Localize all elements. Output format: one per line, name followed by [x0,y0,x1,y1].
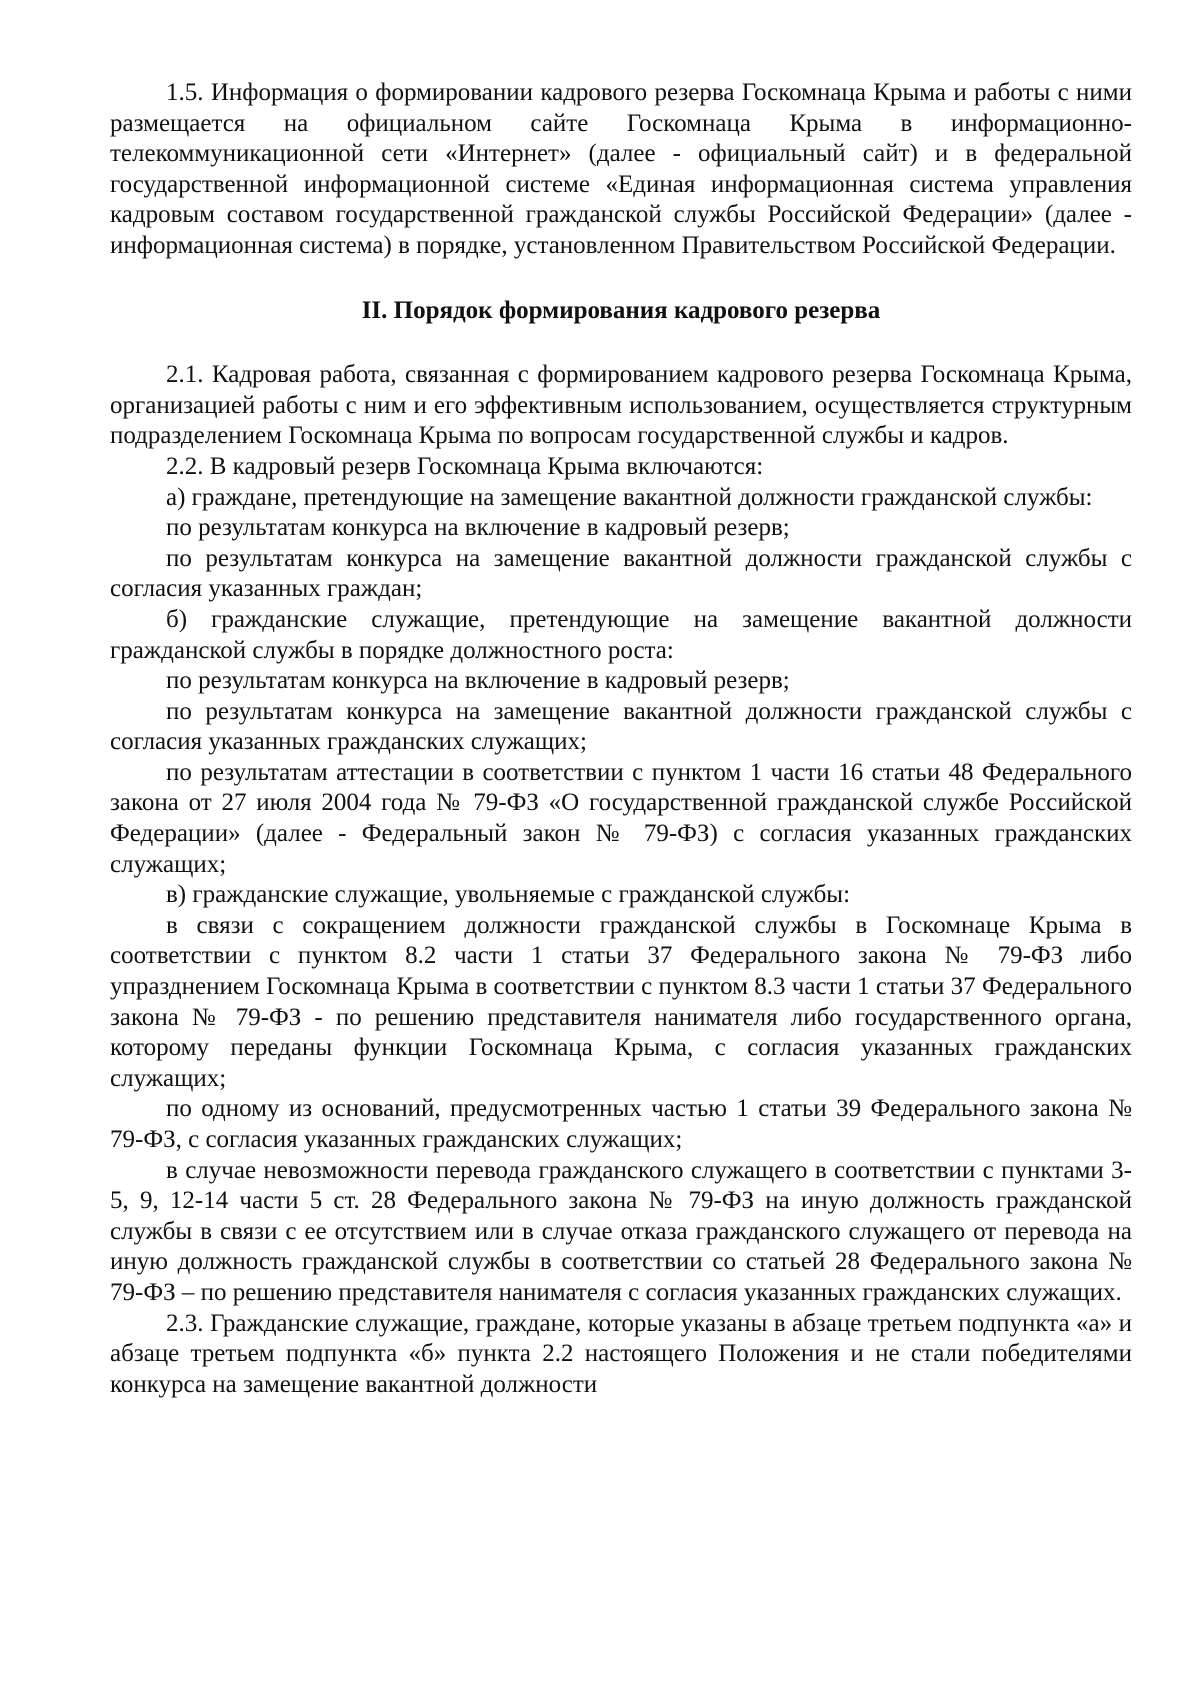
paragraph-2-2: 2.2. В кадровый резерв Госкомнаца Крыма включаются: [166,452,764,480]
paragraph-2-2-b: б) гражданские служащие, претендующие на замещение вакантной должности гражданской службы в порядке должностного роста: [110,605,1132,664]
paragraph-2-2-a-1: по результатам конкурса на включение в кадровый резерв; [166,514,790,542]
paragraph-2-2-a-2: по результатам конкурса на замещение вакантной должности гражданской службы с согласия указанных граждан; [110,544,1132,603]
section-heading: II. Порядок формирования кадрового резерва [361,296,881,324]
paragraph-2-2-v-1: в связи с сокращением должности гражданской службы в Госкомнаце Крыма в соответствии с пунктом 8.2 части 1 статьи 37 Федерального закона № 79-ФЗ либо упразднением Госкомнаца Крыма в соответствии с пунктом 8.3 части 1 статьи 37 Федерального закона № 79-ФЗ - по решению представителя нанимателя либо государственного органа, которому переданы функции Госкомнаца Крыма, с согласия указанных гражданских служащих; [110,911,1132,1092]
paragraph-1-5: 1.5. Информация о формировании кадрового резерва Госкомнаца Крыма и работы с ними размещается на официальном сайте Госкомнаца Крыма в информационно-телекоммуникационной сети «Интернет» (далее - официальный сайт) и в федеральной государственной информационной системе «Единая информационная система управления кадровым составом государственной гражданской службы Российской Федерации» (далее - информационная система) в порядке, установленном Правительством Российской Федерации. [110,79,1132,259]
paragraph-2-2-v-3: в случае невозможности перевода гражданского служащего в соответствии с пунктами 3-5, 9, 12-14 части 5 ст. 28 Федерального закона № 79-ФЗ на иную должность гражданской службы в связи с ее отсутствием или в случае отказа гражданского служащего от перевода на иную должность гражданской службы в соответствии со статьей 28 Федерального закона № 79-ФЗ – по решению представителя нанимателя с согласия указанных гражданских служащих. [110,1156,1132,1306]
paragraph-2-1: 2.1. Кадровая работа, связанная с формированием кадрового резерва Госкомнаца Крыма, организацией работы с ним и его эффективным использованием, осуществляется структурным подразделением Госкомнаца Крыма по вопросам государственной службы и кадров. [110,361,1132,450]
paragraph-2-2-b-2: по результатам конкурса на замещение вакантной должности гражданской службы с согласия указанных гражданских служащих; [110,697,1132,756]
paragraph-2-2-v: в) гражданские служащие, увольняемые с гражданской службы: [166,881,851,909]
paragraph-2-2-b-3: по результатам аттестации в соответствии с пунктом 1 части 16 статьи 48 Федерального закона от 27 июля 2004 года № 79-ФЗ «О государственной гражданской службе Российской Федерации» (далее - Федеральный закон № 79-ФЗ) с согласия указанных гражданских служащих; [110,758,1132,878]
document-page [110,78,1132,1400]
paragraph-2-2-b-1: по результатам конкурса на включение в кадровый резерв; [166,667,790,695]
paragraph-2-2-a: а) граждане, претендующие на замещение вакантной должности гражданской службы: [166,483,1093,511]
paragraph-2-3: 2.3. Гражданские служащие, граждане, которые указаны в абзаце третьем подпункта «а» и абзаце третьем подпункта «б» пункта 2.2 настоящего Положения и не стали победителями конкурса на замещение вакантной должности [110,1309,1132,1398]
paragraph-2-2-v-2: по одному из оснований, предусмотренных частью 1 статьи 39 Федерального закона № 79-ФЗ, с согласия указанных гражданских служащих; [110,1095,1132,1153]
